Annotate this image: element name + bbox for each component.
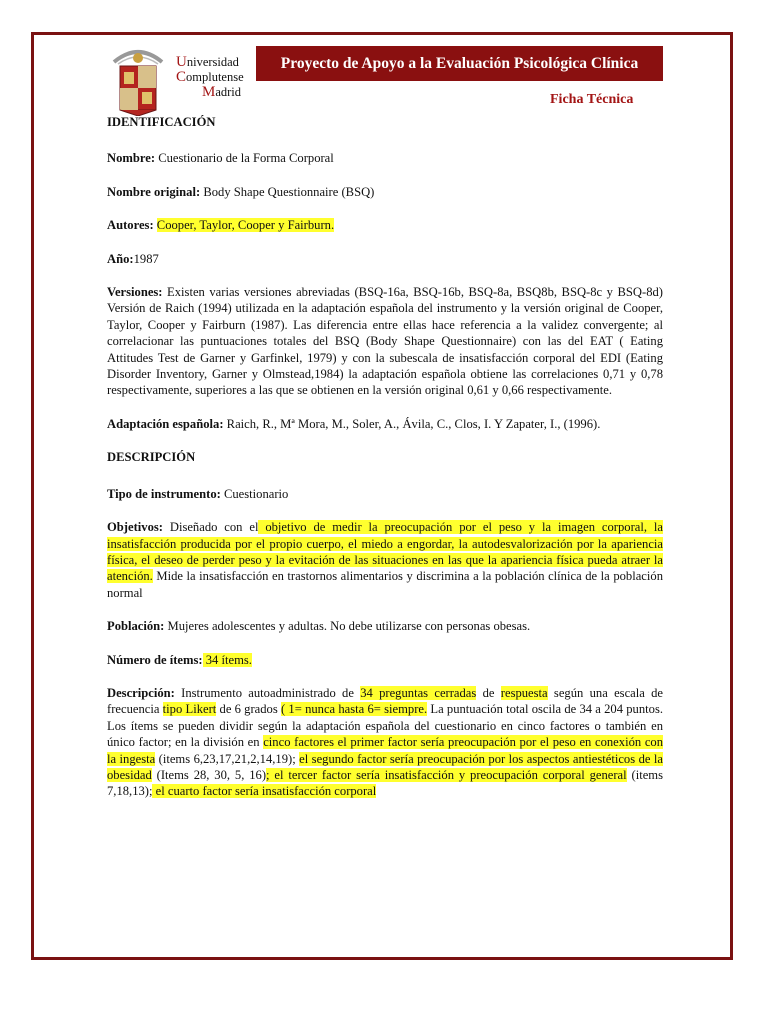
ficha-tecnica-subtitle: Ficha Técnica bbox=[550, 92, 634, 107]
field-versiones: Versiones: Existen varias versiones abreviadas (BSQ-16a, BSQ-16b, BSQ-8a, BSQ8b, BSQ-8c y BSQ-8d) Versión de Raich (1994) utilizada en la adaptación española del instrumento y la versión original de Cooper, Taylor, Cooper y Fairburn (1987). Las diferencia entre ellas hace referencia a la validez convergente; al correlacionar las puntuaciones totales del BSQ (Body Shape Questionnaire) con las del EAT ( Eating Attitudes Test de Garner y Garfinkel, 1979) y con la subescala de insatisfacción corporal del EDI (Eating Disorder Inventory, Garner y Olmstead,1984) la adaptación española obtiene las correlaciones 0,71 y 0,78 respectivamente, superiores a las que se obtienen en la versión original 0,61 y 0,66 respectivamente. bbox=[107, 285, 663, 398]
document-body bbox=[107, 114, 663, 817]
field-tipo-instrumento: Tipo de instrumento: Cuestionario bbox=[107, 486, 289, 501]
section-heading-identificacion: IDENTIFICACIÓN bbox=[107, 115, 216, 129]
project-banner: Proyecto de Apoyo a la Evaluación Psicológica Clínica bbox=[256, 46, 663, 81]
highlight: 34 ítems. bbox=[202, 652, 252, 667]
field-descripcion: Descripción: Instrumento autoadministrado de 34 preguntas cerradas de respuesta según una escala de frecuencia tipo Likert de 6 grados ( 1= nunca hasta 6= siempre. La puntuación total oscila de 34 a 204 puntos. Los ítems se pueden dividir según la adaptación española del cuestionario en cinco factores o también en único factor; en la división en cinco factores el primer factor sería preocupación por el peso en conexión con la ingesta (items 6,23,17,21,2,14,19); el segundo factor sería preocupación por los aspectos antiestéticos de la obesidad (Items 28, 30, 5, 16); el tercer factor sería insatisfacción y preocupación corporal general (items 7,18,13); el cuarto factor sería insatisfacción corporal bbox=[107, 685, 664, 799]
field-adaptacion: Adaptación española: Raich, R., Mª Mora, M., Soler, A., Ávila, C., Clos, I. Y Zapater, I., (1996). bbox=[107, 416, 601, 431]
field-poblacion: Población: Mujeres adolescentes y adultas. No debe utilizarse con personas obesas. bbox=[107, 619, 531, 634]
field-numero-items: Número de ítems: 34 ítems. bbox=[107, 652, 252, 667]
field-nombre-original: Nombre original: Body Shape Questionnaire (BSQ) bbox=[107, 184, 375, 199]
university-logo bbox=[106, 44, 256, 116]
field-autores: Autores: Cooper, Taylor, Cooper y Fairburn. bbox=[107, 218, 335, 233]
university-name: Universidad Complutense Madrid bbox=[176, 54, 244, 100]
section-heading-descripcion: DESCRIPCIÓN bbox=[107, 450, 196, 465]
field-objetivos: Objetivos: Diseñado con el objetivo de medir la preocupación por el peso y la imagen corporal, la insatisfacción producida por el propio cuerpo, el miedo a engordar, la autodesvalorización por la apariencia física, el deseo de perder peso y la evitación de las situaciones en las que la apariencia física pueda atraer la atención. Mide la insatisfacción en trastornos alimentarios y discrimina a la población clínica de la población normal bbox=[107, 520, 663, 600]
highlight: Cooper, Taylor, Cooper y Fairburn. bbox=[156, 218, 335, 233]
highlight: objetivo de medir la preocupación por el peso y la imagen corporal, la insatisfacción producida por el propio cuerpo, el miedo a engordar, la autodesvalorización por la apariencia física, el deseo de perder peso y la evitación de las situaciones en las que la apariencia física pueda atraer la atención. bbox=[107, 520, 663, 584]
field-nombre: Nombre: Cuestionario de la Forma Corporal bbox=[107, 151, 334, 166]
field-anio: Año:1987 bbox=[107, 251, 159, 266]
crest-icon bbox=[106, 44, 170, 116]
